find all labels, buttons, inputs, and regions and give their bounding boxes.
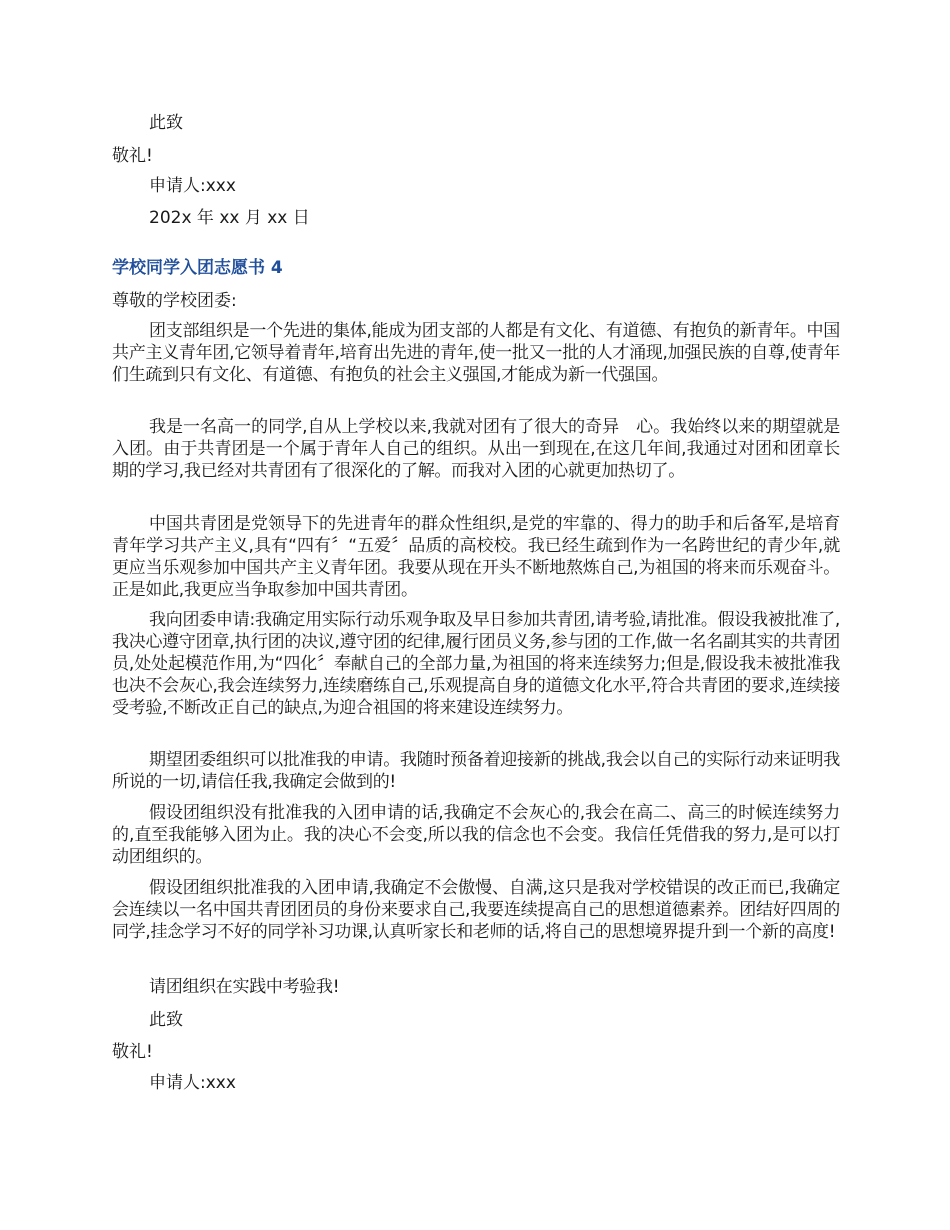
paragraph-8: 请团组织在实践中考验我! <box>149 977 340 997</box>
paragraph-1: 团支部组织是一个先进的集体,能成为团支部的人都是有文化、有道德、有抱负的新青年。中国共产主义青年团,它领导着青年,培育出先进的青年,使一批又一批的人才涌现,加强民族的自尊,使青年们生疏到只有文化、有道德、有抱负的社会主义强国,才能成为新一代强国。 <box>112 321 840 385</box>
closing-ci-zhi: 此致 <box>149 113 183 133</box>
salute-2: 敬礼! <box>112 1042 153 1062</box>
paragraph-2: 我是一名高一的同学,自从上学校以来,我就对团有了很大的奇异 心。我始终以来的期望就是入团。由于共青团是一个属于青年人自己的组织。从出一到现在,在这几年间,我通过对团和团章长期的学习,我已经对共青团有了很深化的了解。而我对入团的心就更加热切了。 <box>112 417 840 481</box>
paragraph-7: 假设团组织批准我的入团申请,我确定不会傲慢、自满,这只是我对学校错误的改正而已,我确定会连续以一名中国共青团团员的身份来要求自己,我要连续提高自己的思想道德素养。团结好四周的同学,挂念学习不好的同学补习功课,认真听家长和老师的话,将自己的思想境界提升到一个新的高度! <box>112 878 840 942</box>
section-title: 学校同学入团志愿书 4 <box>112 258 283 278</box>
paragraph-6: 假设团组织没有批准我的入团申请的话,我确定不会灰心的,我会在高二、高三的时候连续努力的,直至我能够入团为止。我的决心不会变,所以我的信念也不会变。我信任凭借我的努力,是可以打动团组织的。 <box>112 803 840 867</box>
date-line: 202x 年 xx 月 xx 日 <box>149 208 310 228</box>
paragraph-4: 我向团委申请:我确定用实际行动乐观争取及早日参加共青团,请考验,请批准。假设我被批准了,我决心遵守团章,执行团的决议,遵守团的纪律,履行团员义务,参与团的工作,做一名名副其实的共青团员,处处起模范作用,为“四化〞奉献自己的全部力量,为祖国的将来连续努力;但是,假设我未被批准我也决不会灰心,我会连续努力,连续磨练自己,乐观提高自身的道德文化水平,符合共青团的要求,连续接受考验,不断改正自己的缺点,为迎合祖国的将来建设连续努力。 <box>112 610 840 718</box>
paragraph-5: 期望团委组织可以批准我的申请。我随时预备着迎接新的挑战,我会以自己的实际行动来证明我所说的一切,请信任我,我确定会做到的! <box>112 750 840 792</box>
paragraph-3: 中国共青团是党领导下的先进青年的群众性组织,是党的牢靠的、得力的助手和后备军,是培育青年学习共产主义,具有“四有〞“五爱〞品质的高校校。我已经生疏到作为一名跨世纪的青少年,就更应当乐观参加中国共产主义青年团。我要从现在开头不断地熬炼自己,为祖国的将来而乐观奋斗。正是如此,我更应当争取参加中国共青团。 <box>112 514 840 600</box>
salute: 敬礼! <box>112 146 153 166</box>
closing-ci-zhi-2: 此致 <box>149 1010 183 1030</box>
applicant-line-2: 申请人:xxx <box>149 1073 236 1093</box>
applicant-line: 申请人:xxx <box>149 176 236 196</box>
greeting: 尊敬的学校团委: <box>112 291 237 311</box>
